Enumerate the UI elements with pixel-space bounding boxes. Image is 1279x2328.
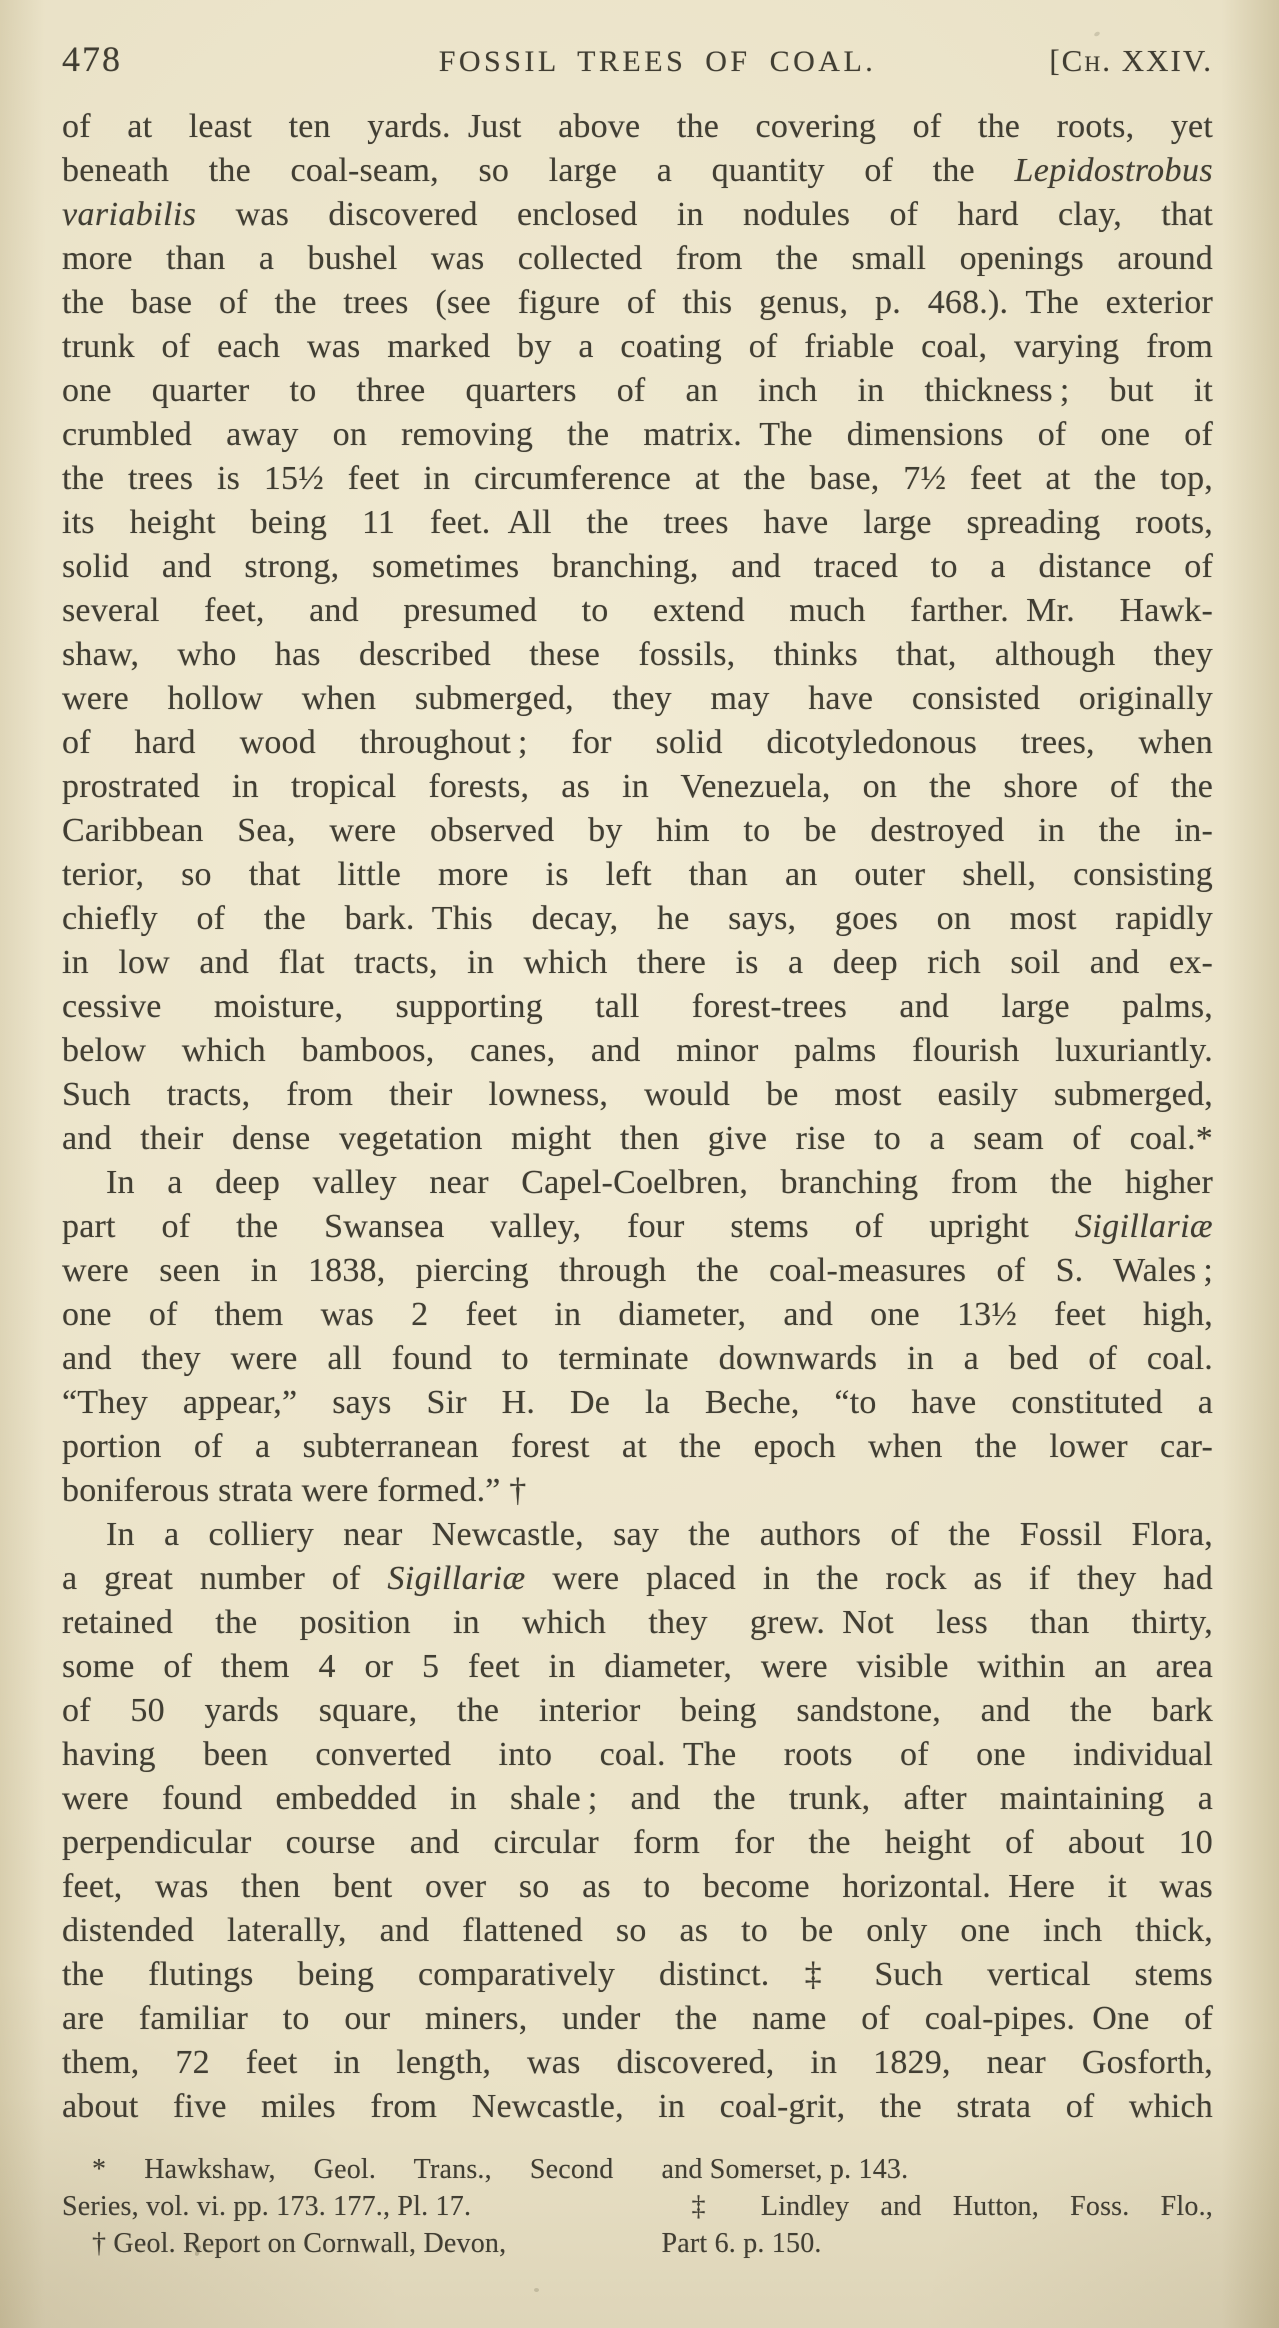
footnote-column [62, 2151, 614, 2262]
text-line: more than a bushel was collected from the small openings around [62, 240, 1213, 277]
text-line: In a colliery near Newcastle, say the authors of the Fossil Flora, [106, 1516, 1213, 1553]
footnote-line: * Hawkshaw, Geol. Trans., Second [92, 2154, 614, 2185]
italic-term: Sigillariæ [1074, 1208, 1213, 1245]
text-line: its height being 11 feet. All the trees have large spreading roots, [62, 504, 1213, 541]
footnote-column [662, 2151, 1214, 2262]
footnotes [62, 2151, 1213, 2262]
scan-speck [534, 2288, 539, 2292]
text-line: and their dense vegetation might then give rise to a seam of coal.* [62, 1120, 1213, 1157]
running-header [62, 38, 1213, 80]
text-line: In a deep valley near Capel-Coelbren, branching from the higher [106, 1164, 1213, 1201]
text-line: are familiar to our miners, under the name of coal-pipes. One of [62, 2000, 1213, 2037]
text-line: solid and strong, sometimes branching, and traced to a distance of [62, 548, 1213, 585]
text-line: of hard wood throughout ; for solid dicotyledonous trees, when [62, 724, 1213, 761]
footnote-line: ‡ Lindley and Hutton, Foss. Flo., [691, 2191, 1213, 2222]
body-text [62, 105, 1213, 2129]
footnote-line: Part 6. p. 150. [661, 2228, 822, 2259]
text-line: below which bamboos, canes, and minor palms flourish luxuriantly. [62, 1032, 1213, 1069]
italic-term: variabilis [62, 196, 197, 233]
text-line: distended laterally, and flattened so as to be only one inch thick, [62, 1912, 1213, 1949]
text-line: variabilis was discovered enclosed in nodules of hard clay, that [62, 196, 1213, 233]
text-line: a great number of Sigillariæ were placed in the rock as if they had [62, 1560, 1213, 1597]
text-line: part of the Swansea valley, four stems of upright Sigillariæ [62, 1208, 1213, 1245]
text-line: the trees is 15½ feet in circumference at the base, 7½ feet at the top, [62, 460, 1213, 497]
text-line: feet, was then bent over so as to become horizontal. Here it was [62, 1868, 1213, 1905]
italic-term: Lepidostrobus [1014, 152, 1213, 189]
text-line: the flutings being comparatively distinct.‡ Such vertical stems [62, 1956, 1213, 1993]
text-line: of at least ten yards. Just above the covering of the roots, yet [62, 108, 1213, 145]
text-line: the base of the trees (see figure of this genus, p. 468.). The exterior [62, 284, 1213, 321]
text-line: retained the position in which they grew. Not less than thirty, [62, 1604, 1213, 1641]
text-line: were hollow when submerged, they may have consisted originally [62, 680, 1213, 717]
text-line: perpendicular course and circular form for the height of about 10 [62, 1824, 1213, 1861]
text-line: them, 72 feet in length, was discovered, in 1829, near Gosforth, [62, 2044, 1213, 2081]
italic-term: Sigillariæ [387, 1560, 526, 1597]
page-number: 478 [62, 39, 122, 79]
text-line: crumbled away on removing the matrix. The dimensions of one of [62, 416, 1213, 453]
footnote-line: and Somerset, p. 143. [661, 2154, 909, 2185]
text-line: Such tracts, from their lowness, would be most easily submerged, [62, 1076, 1213, 1113]
text-line: of 50 yards square, the interior being sandstone, and the bark [62, 1692, 1213, 1729]
text-line: in low and flat tracts, in which there is a deep rich soil and ex- [62, 944, 1213, 981]
text-line: portion of a subterranean forest at the epoch when the lower car- [62, 1428, 1213, 1465]
running-title: FOSSIL TREES OF COAL. [438, 45, 877, 78]
text-line: several feet, and presumed to extend much farther. Mr. Hawk- [62, 592, 1213, 629]
text-line: beneath the coal-seam, so large a quantity of the Lepidostrobus [62, 152, 1213, 189]
text-line: were found embedded in shale ; and the trunk, after maintaining a [62, 1780, 1213, 1817]
chapter-reference: [Ch. XXIV. [1049, 43, 1213, 78]
text-line: prostrated in tropical forests, as in Venezuela, on the shore of the [62, 768, 1213, 805]
text-line: some of them 4 or 5 feet in diameter, were visible within an area [62, 1648, 1213, 1685]
text-line: one quarter to three quarters of an inch in thickness ; but it [62, 372, 1213, 409]
text-line: shaw, who has described these fossils, thinks that, although they [62, 636, 1213, 673]
text-line: Caribbean Sea, were observed by him to be destroyed in the in- [62, 812, 1213, 849]
text-line: terior, so that little more is left than an outer shell, consisting [62, 856, 1213, 893]
text-line: chiefly of the bark. This decay, he says, goes on most rapidly [62, 900, 1213, 937]
text-line: having been converted into coal. The roots of one individual [62, 1736, 1213, 1773]
text-line: about five miles from Newcastle, in coal-grit, the strata of which [62, 2088, 1213, 2125]
text-line: were seen in 1838, piercing through the coal-measures of S. Wales ; [62, 1252, 1213, 1289]
text-line: one of them was 2 feet in diameter, and one 13½ feet high, [62, 1296, 1213, 1333]
text-line: “They appear,” says Sir H. De la Beche, “to have constituted a [62, 1384, 1213, 1421]
text-line: boniferous strata were formed.” † [62, 1472, 527, 1509]
text-line: cessive moisture, supporting tall forest-trees and large palms, [62, 988, 1213, 1025]
footnote-line: † Geol. Report on Cornwall, Devon, [92, 2228, 507, 2259]
text-line: trunk of each was marked by a coating of friable coal, varying from [62, 328, 1213, 365]
text-line: and they were all found to terminate downwards in a bed of coal. [62, 1340, 1213, 1377]
footnote-line: Series, vol. vi. pp. 173. 177., Pl. 17. [62, 2191, 472, 2222]
